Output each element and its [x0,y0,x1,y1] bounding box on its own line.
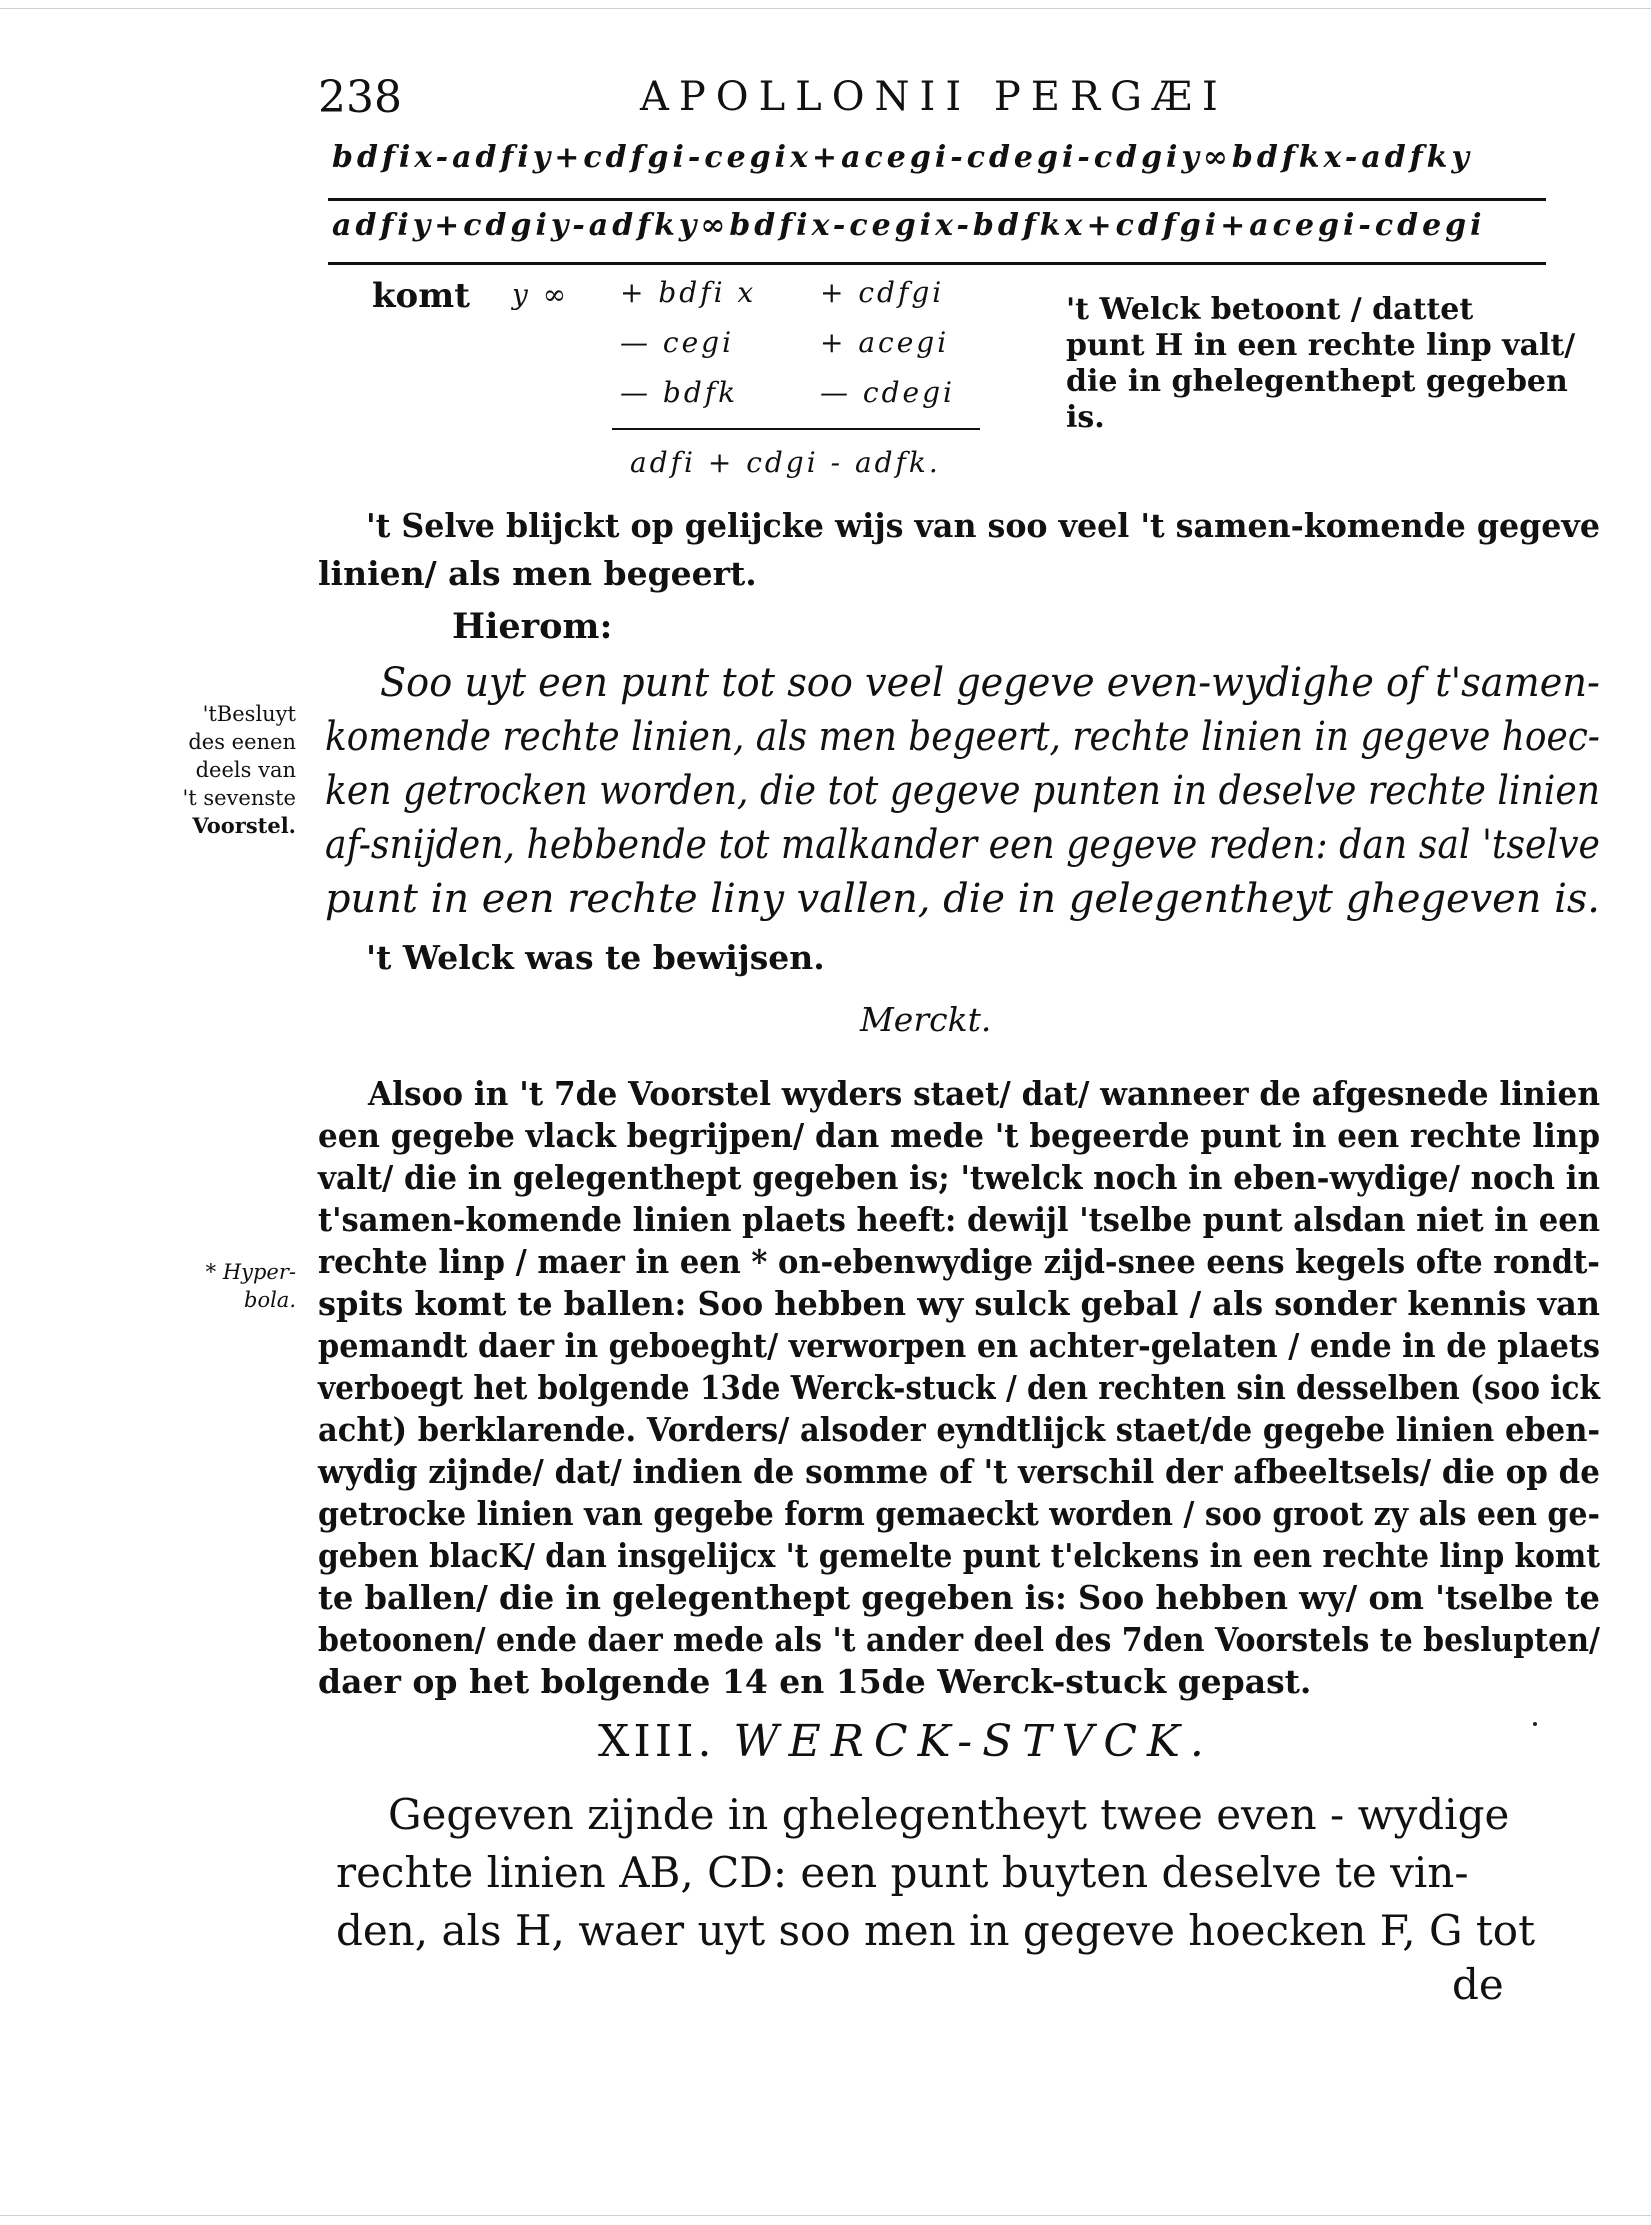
catchword: de [1452,1960,1504,2009]
ink-speck [1533,1722,1537,1726]
side-note-line: is. [1066,400,1105,435]
body-text-line: getrocke linien van gegebe form gemaeckt worden / soo groot zy als een ge- [318,1494,1600,1533]
running-title: APOLLONII PERGÆI [640,74,1228,120]
conclusion-line: af-snijden, hebbende tot malkander een gegeve reden: dan sal 'tselve [325,822,1600,868]
body-text-line: pemandt daer in geboeght/ verworpen en achter-gelaten / ende in de plaets [318,1326,1600,1365]
problem-line: rechte linien AB, CD: een punt buyten deselve te vin- [336,1848,1469,1897]
body-text-line: valt/ die in gelegenthept gegeben is; 'twelck noch in eben-wydige/ noch in [318,1158,1600,1197]
conclusion-line: punt in een rechte liny vallen, die in gelegentheyt ghegeven is. [325,876,1600,922]
side-note-line: punt H in een rechte linp valt/ [1066,328,1576,363]
hierom-heading: Hierom: [452,606,613,647]
page-number: 238 [318,72,402,123]
conclusion-line: Soo uyt een punt tot soo veel gegeve even-wydighe of t'samen- [380,660,1600,706]
conclusion-line: ken getrocken worden, die tot gegeve punten in deselve rechte linien [325,768,1600,814]
body-text-line: verboegt het bolgende 13de Werck-stuck / den rechten sin desselben (soo ick [318,1368,1601,1407]
margin-note-line: Voorstel. [192,813,296,838]
margin-note-line: bola. [244,1288,296,1312]
margin-note-line: * Hyper- [205,1260,296,1284]
conclusion-line: komende rechte linien, als men begeert, rechte linien in gegeve hoec- [325,714,1600,760]
y-equals: y ∞ [512,278,570,311]
qed-line: 't Welck was te bewijsen. [366,938,825,977]
fraction-rule [328,198,1546,201]
body-text-line: een gegebe vlack begrijpen/ dan mede 't begeerde punt in een rechte linp [318,1116,1600,1155]
merckt-heading: Merckt. [860,1000,992,1039]
body-text-line: Alsoo in 't 7de Voorstel wyders staet/ dat/ wanneer de afgesnede linien [368,1074,1600,1113]
section-heading [598,1716,1214,1767]
body-text-line: linien/ als men begeert. [318,554,757,593]
body-text-line: te ballen/ die in gelegenthept gegeben is: Soo hebben wy/ om 'tselbe te [318,1578,1601,1617]
body-text-line: t'samen-komende linien plaets heeft: dewijl 'tselbe punt alsdan niet in een [318,1200,1600,1239]
body-text-line: geben blacK/ dan insgelijcx 't gemelte punt t'elckens in een rechte linp komt [318,1536,1600,1575]
body-text-line: acht) berklarende. Vorders/ alsoder eyndtlijck staet/de gegebe linien eben- [318,1410,1601,1449]
numerator-term: + bdfi x [620,276,757,309]
side-note-line: 't Welck betoont / dattet [1066,292,1474,327]
equation-line-2: adfiy+cdgiy-adfky∞bdfix-cegix-bdfkx+cdfgi+acegi-cdegi [332,208,1486,243]
numerator-term: + acegi [820,326,950,359]
heading-number: XIII. [598,1716,716,1767]
body-text-line: spits komt te ballen: Soo hebben wy sulck gebal / als sonder kennis van [318,1284,1601,1323]
body-text-line: daer op het bolgende 14 en 15de Werck-stuck gepast. [318,1662,1312,1701]
scan-edge-bottom [0,2215,1651,2216]
denominator: adfi + cdgi - adfk. [630,446,941,479]
margin-note-line: 't sevenste [182,786,296,810]
heading-label: WERCK-STVCK. [733,1716,1214,1767]
problem-line: Gegeven zijnde in ghelegentheyt twee even - wydige [388,1790,1510,1839]
scan-edge-top [0,8,1651,9]
margin-note-line: deels van [195,758,296,782]
komt-word: komt [372,276,470,316]
margin-note-hyperbola [168,1258,296,1314]
margin-note [168,700,296,840]
margin-note-line: 'tBesluyt [202,702,296,726]
body-text-line: betoonen/ ende daer mede als 't ander deel des 7den Voorstels te beslupten/ [318,1620,1600,1659]
numerator-term: — cdegi [820,376,955,409]
margin-note-line: des eenen [188,730,296,754]
numerator-term: — bdfk [620,376,739,409]
numerator-term: — cegi [620,326,735,359]
side-note-line: die in ghelegenthept gegeben [1066,364,1568,399]
problem-line: den, als H, waer uyt soo men in gegeve hoecken F, G tot [336,1906,1535,1955]
body-text-line: 't Selve blijckt op gelijcke wijs van soo veel 't samen-komende gegeve [366,506,1600,545]
equation-line-1: bdfix-adfiy+cdfgi-cegix+acegi-cdegi-cdgiy∞bdfkx-adfky [332,140,1473,175]
equation-rule [328,262,1546,265]
solution-rule [612,428,980,430]
numerator-term: + cdfgi [820,276,945,309]
body-text-line: rechte linp / maer in een * on-ebenwydige zijd-snee eens kegels ofte rondt- [318,1242,1600,1281]
body-text-line: wydig zijnde/ dat/ indien de somme of 't verschil der afbeeltsels/ die op de [318,1452,1600,1491]
